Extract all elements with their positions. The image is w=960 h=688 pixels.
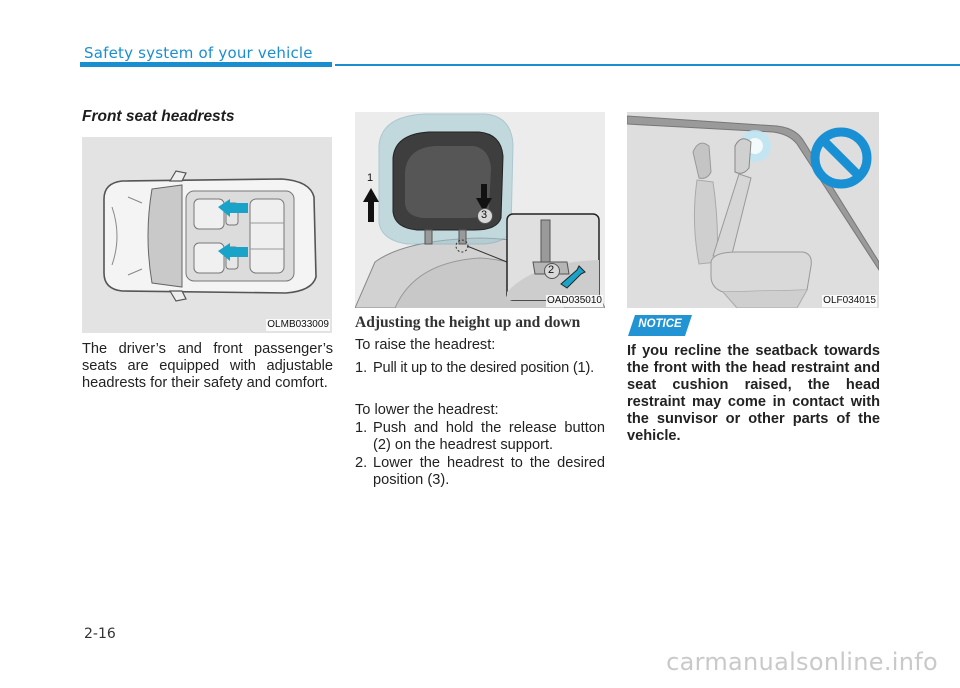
lower-step (355, 455, 605, 489)
reclined-seat-illustration (627, 112, 879, 308)
notice-text: If you recline the seatback towards the front with the head restraint and seat cushion raised, the head restraint may come in contact with the sunvisor or other parts of the vehicle. (627, 343, 880, 444)
callout-2-label: 2 (548, 264, 555, 276)
figure-code: OLMB033009 (267, 319, 329, 330)
callout-1: 1 (367, 172, 374, 184)
raise-intro: To raise the headrest: (355, 337, 496, 353)
lower-intro: To lower the headrest: (355, 402, 499, 418)
lower-step (355, 420, 605, 454)
car-top-view-illustration (82, 137, 332, 333)
raise-step (355, 360, 607, 377)
step-text: Push and hold the release button (2) on the headrest support. (373, 420, 605, 453)
callout-3-label: 3 (481, 209, 488, 221)
adjusting-height-subheading: Adjusting the height up and down (355, 314, 581, 331)
page-number: 2-16 (84, 626, 116, 642)
figure-code: OLF034015 (823, 295, 876, 306)
step-number: 2. (355, 455, 368, 471)
headrest-adjustment-figure (355, 112, 605, 308)
front-seat-headrests-heading: Front seat headrests (82, 108, 235, 125)
car-top-view-figure (82, 137, 332, 333)
notice-label: NOTICE (638, 318, 682, 330)
section-title: Safety system of your vehicle (84, 44, 313, 62)
step-number: 1. (355, 420, 368, 436)
step-text: Pull it up to the desired position (1). (373, 360, 594, 376)
header-rule-line (335, 64, 960, 66)
watermark: carmanualsonline.info (666, 648, 938, 676)
headrests-description: The driver’s and front passenger’s seats are equipped with adjustable headrests for their safety and comfort. (82, 341, 333, 391)
step-number: 1. (355, 360, 368, 376)
figure-code: OAD035010 (546, 295, 602, 306)
step-text: Lower the headrest to the desired position (3). (373, 455, 605, 488)
header-rule (80, 62, 332, 67)
reclined-seat-warning-figure (627, 112, 879, 308)
